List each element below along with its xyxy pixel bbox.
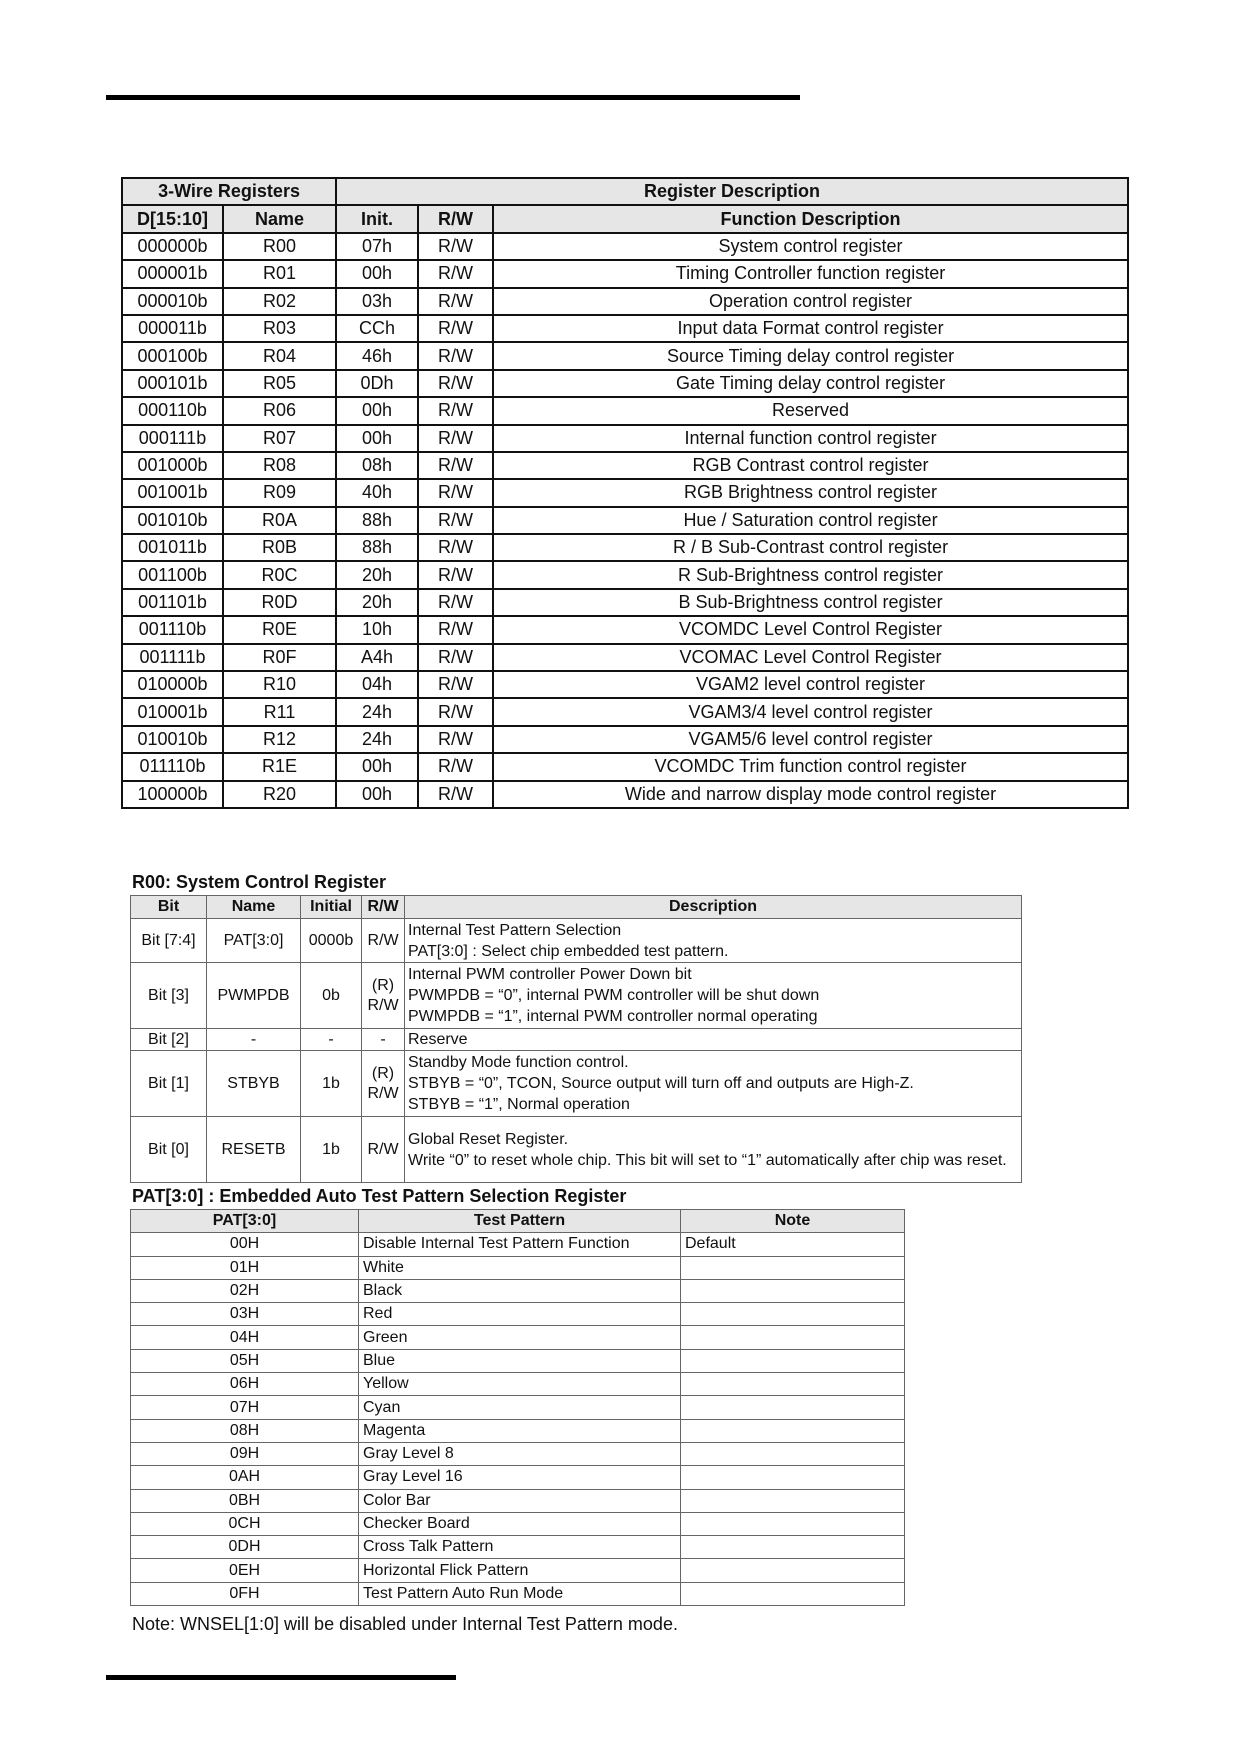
pat-code-cell: 02H (131, 1279, 359, 1302)
pat-code-cell: 0EH (131, 1559, 359, 1582)
table-cell: RGB Brightness control register (493, 479, 1128, 506)
table-cell: CCh (336, 315, 418, 342)
rw-cell (362, 1117, 405, 1183)
registers-table (121, 177, 1129, 809)
table-cell: R/W (418, 781, 493, 808)
note-cell (681, 1466, 905, 1489)
table-cell: 20h (336, 589, 418, 616)
pat-caption: PAT[3:0] : Embedded Auto Test Pattern Selection Register (132, 1186, 627, 1206)
note-cell (681, 1442, 905, 1465)
table-row (122, 644, 1128, 671)
table-cell: 00h (336, 753, 418, 780)
table-cell: 100000b (122, 781, 223, 808)
test-pattern-cell: Disable Internal Test Pattern Function (359, 1233, 681, 1256)
name-cell: - (207, 1029, 301, 1051)
description-line: PWMPDB = “0”, internal PWM controller will be shut down (408, 987, 820, 1004)
table-cell: 00h (336, 781, 418, 808)
table-row (122, 397, 1128, 424)
pat-code-cell: 0CH (131, 1512, 359, 1535)
table-row (122, 288, 1128, 315)
table-cell: 010000b (122, 671, 223, 698)
table-cell: 001110b (122, 616, 223, 643)
pat-code-cell: 00H (131, 1233, 359, 1256)
table-row (122, 589, 1128, 616)
test-pattern-cell: Red (359, 1303, 681, 1326)
table-row (131, 1559, 905, 1582)
table-cell: 000000b (122, 233, 223, 260)
initial-cell: 1b (301, 1117, 362, 1183)
table-cell: R Sub-Brightness control register (493, 561, 1128, 588)
table-cell: 001100b (122, 561, 223, 588)
column-header: Test Pattern (359, 1210, 681, 1233)
table-cell: 010010b (122, 726, 223, 753)
note-cell (681, 1419, 905, 1442)
rw-cell (362, 919, 405, 963)
table-cell: R / B Sub-Contrast control register (493, 534, 1128, 561)
column-header: Note (681, 1210, 905, 1233)
column-header: Name (207, 896, 301, 919)
rw-line: R/W (367, 996, 399, 1014)
table-cell: 88h (336, 507, 418, 534)
note-cell (681, 1512, 905, 1535)
table-row (131, 963, 1022, 1029)
table-cell: R/W (418, 671, 493, 698)
group-header-3wire: 3-Wire Registers (122, 178, 336, 205)
rw-line: R/W (367, 1084, 399, 1102)
table-cell: R01 (223, 260, 336, 287)
table-cell: 00h (336, 425, 418, 452)
pat-code-cell: 03H (131, 1303, 359, 1326)
table-cell: R07 (223, 425, 336, 452)
table-row (122, 534, 1128, 561)
table-cell: 46h (336, 342, 418, 369)
table-cell: R02 (223, 288, 336, 315)
table-cell: Gate Timing delay control register (493, 370, 1128, 397)
initial-cell: 0000b (301, 919, 362, 963)
table-row (131, 1582, 905, 1605)
description-line: Write “0” to reset whole chip. This bit will set to “1” automatically after chip was reset. (408, 1151, 1007, 1169)
column-header: Function Description (493, 205, 1128, 232)
description-line: Standby Mode function control. (408, 1054, 629, 1071)
table-cell: Timing Controller function register (493, 260, 1128, 287)
table-cell: R0E (223, 616, 336, 643)
table-row (122, 260, 1128, 287)
description-line: STBYB = “1”, Normal operation (408, 1096, 630, 1113)
note-cell (681, 1559, 905, 1582)
initial-cell: 1b (301, 1051, 362, 1117)
test-pattern-cell: Color Bar (359, 1489, 681, 1512)
table-row (122, 452, 1128, 479)
description-cell (405, 1117, 1022, 1183)
rw-cell (362, 1051, 405, 1117)
table-cell: 24h (336, 726, 418, 753)
table-cell: Input data Format control register (493, 315, 1128, 342)
initial-cell: 0b (301, 963, 362, 1029)
rw-cell (362, 963, 405, 1029)
table-row (131, 1303, 905, 1326)
pat-code-cell: 0BH (131, 1489, 359, 1512)
description-line: Internal Test Pattern Selection (408, 921, 622, 939)
table-cell: R0F (223, 644, 336, 671)
pat-code-cell: 07H (131, 1396, 359, 1419)
table-cell: R0C (223, 561, 336, 588)
table-cell: 001010b (122, 507, 223, 534)
table-cell: 10h (336, 616, 418, 643)
table-cell: R12 (223, 726, 336, 753)
table-cell: 001101b (122, 589, 223, 616)
pat-table (130, 1209, 905, 1606)
table-cell: 24h (336, 698, 418, 725)
table-cell: R09 (223, 479, 336, 506)
table-row (122, 425, 1128, 452)
test-pattern-cell: Black (359, 1279, 681, 1302)
pat-code-cell: 0FH (131, 1582, 359, 1605)
table-row (131, 1117, 1022, 1183)
table-cell: Source Timing delay control register (493, 342, 1128, 369)
table-row (122, 561, 1128, 588)
description-cell (405, 919, 1022, 963)
test-pattern-cell: Green (359, 1326, 681, 1349)
rw-line: R/W (367, 931, 399, 949)
table-cell: B Sub-Brightness control register (493, 589, 1128, 616)
table-cell: R/W (418, 644, 493, 671)
bit-cell: Bit [0] (131, 1117, 207, 1183)
column-header: Initial (301, 896, 362, 919)
table-cell: 000101b (122, 370, 223, 397)
table-cell: 40h (336, 479, 418, 506)
pat-code-cell: 0DH (131, 1536, 359, 1559)
table-cell: Operation control register (493, 288, 1128, 315)
column-header: Description (405, 896, 1022, 919)
table-cell: VGAM3/4 level control register (493, 698, 1128, 725)
rw-cell (362, 1029, 405, 1051)
pat-code-cell: 04H (131, 1326, 359, 1349)
column-header: Init. (336, 205, 418, 232)
header-rule (106, 95, 800, 100)
bit-cell: Bit [2] (131, 1029, 207, 1051)
table-row (131, 1536, 905, 1559)
table-cell: Hue / Saturation control register (493, 507, 1128, 534)
pat-code-cell: 05H (131, 1349, 359, 1372)
table-row (131, 1373, 905, 1396)
note-cell (681, 1303, 905, 1326)
rw-line: (R) (371, 976, 395, 994)
table-cell: R/W (418, 397, 493, 424)
note-cell (681, 1396, 905, 1419)
table-row (131, 919, 1022, 963)
table-row (122, 753, 1128, 780)
description-line: STBYB = “0”, TCON, Source output will turn off and outputs are High-Z. (408, 1075, 914, 1092)
column-header: PAT[3:0] (131, 1210, 359, 1233)
table-cell: R/W (418, 726, 493, 753)
table-cell: 001011b (122, 534, 223, 561)
table-cell: R04 (223, 342, 336, 369)
table-cell: R0B (223, 534, 336, 561)
table-row (131, 1233, 905, 1256)
description-line: Internal PWM controller Power Down bit (408, 966, 692, 983)
table-row (122, 507, 1128, 534)
table-row (131, 1256, 905, 1279)
table-cell: 88h (336, 534, 418, 561)
table-cell: R00 (223, 233, 336, 260)
table-cell: 000111b (122, 425, 223, 452)
table-cell: R/W (418, 288, 493, 315)
test-pattern-cell: Blue (359, 1349, 681, 1372)
table-row (122, 698, 1128, 725)
table-cell: R0D (223, 589, 336, 616)
pat-code-cell: 01H (131, 1256, 359, 1279)
table-row (131, 1029, 1022, 1051)
table-cell: 00h (336, 260, 418, 287)
description-line: PWMPDB = “1”, internal PWM controller normal operating (408, 1008, 818, 1025)
table-cell: 011110b (122, 753, 223, 780)
table-cell: R/W (418, 534, 493, 561)
table-cell: VGAM5/6 level control register (493, 726, 1128, 753)
table-cell: VCOMAC Level Control Register (493, 644, 1128, 671)
description-cell (405, 963, 1022, 1029)
test-pattern-cell: Horizontal Flick Pattern (359, 1559, 681, 1582)
table-cell: R20 (223, 781, 336, 808)
table-cell: R/W (418, 753, 493, 780)
note-cell (681, 1489, 905, 1512)
table-cell: 04h (336, 671, 418, 698)
table-row (131, 1349, 905, 1372)
name-cell: PWMPDB (207, 963, 301, 1029)
table-cell: R/W (418, 507, 493, 534)
table-cell: 001000b (122, 452, 223, 479)
description-cell (405, 1051, 1022, 1117)
pat-code-cell: 08H (131, 1419, 359, 1442)
table-cell: 000001b (122, 260, 223, 287)
table-cell: VCOMDC Level Control Register (493, 616, 1128, 643)
table-cell: R/W (418, 589, 493, 616)
table-row (122, 616, 1128, 643)
table-cell: 001111b (122, 644, 223, 671)
bit-cell: Bit [7:4] (131, 919, 207, 963)
table-cell: R/W (418, 616, 493, 643)
table-cell: R10 (223, 671, 336, 698)
r00-caption: R00: System Control Register (132, 872, 387, 892)
test-pattern-cell: Cyan (359, 1396, 681, 1419)
test-pattern-cell: Yellow (359, 1373, 681, 1396)
test-pattern-cell: Checker Board (359, 1512, 681, 1535)
note-cell: Default (681, 1233, 905, 1256)
note-cell (681, 1256, 905, 1279)
note-cell (681, 1536, 905, 1559)
table-cell: R/W (418, 479, 493, 506)
note-cell (681, 1582, 905, 1605)
table-cell: R0A (223, 507, 336, 534)
column-header: D[15:10] (122, 205, 223, 232)
table-row (131, 1419, 905, 1442)
table-row (122, 781, 1128, 808)
rw-line: - (380, 1030, 386, 1048)
description-cell (405, 1029, 1022, 1051)
table-row (131, 1396, 905, 1419)
pat-code-cell: 0AH (131, 1466, 359, 1489)
name-cell: RESETB (207, 1117, 301, 1183)
table-cell: Reserved (493, 397, 1128, 424)
rw-line: R/W (367, 1140, 399, 1158)
table-cell: 20h (336, 561, 418, 588)
initial-cell: - (301, 1029, 362, 1051)
table-cell: R/W (418, 260, 493, 287)
table-cell: Internal function control register (493, 425, 1128, 452)
table-row (131, 1512, 905, 1535)
table-row (122, 233, 1128, 260)
test-pattern-cell: Cross Talk Pattern (359, 1536, 681, 1559)
description-line: Reserve (408, 1031, 468, 1048)
test-pattern-cell: Test Pattern Auto Run Mode (359, 1582, 681, 1605)
table-cell: 08h (336, 452, 418, 479)
table-cell: R06 (223, 397, 336, 424)
table-row (131, 1326, 905, 1349)
table-cell: R03 (223, 315, 336, 342)
group-header-description: Register Description (336, 178, 1128, 205)
pat-code-cell: 06H (131, 1373, 359, 1396)
table-cell: 010001b (122, 698, 223, 725)
table-cell: VGAM2 level control register (493, 671, 1128, 698)
bit-cell: Bit [1] (131, 1051, 207, 1117)
table-cell: System control register (493, 233, 1128, 260)
table-cell: Wide and narrow display mode control register (493, 781, 1128, 808)
table-cell: R/W (418, 342, 493, 369)
table-cell: 000011b (122, 315, 223, 342)
bit-cell: Bit [3] (131, 963, 207, 1029)
table-cell: R/W (418, 698, 493, 725)
table-cell: RGB Contrast control register (493, 452, 1128, 479)
table-cell: 000010b (122, 288, 223, 315)
table-row (131, 1442, 905, 1465)
table-cell: A4h (336, 644, 418, 671)
table-row (131, 1279, 905, 1302)
table-row (122, 479, 1128, 506)
table-cell: R05 (223, 370, 336, 397)
table-cell: 000100b (122, 342, 223, 369)
test-pattern-cell: Gray Level 16 (359, 1466, 681, 1489)
note-cell (681, 1373, 905, 1396)
table-cell: R/W (418, 315, 493, 342)
footnote: Note: WNSEL[1:0] will be disabled under Internal Test Pattern mode. (132, 1614, 678, 1634)
table-cell: R1E (223, 753, 336, 780)
table-cell: R08 (223, 452, 336, 479)
test-pattern-cell: White (359, 1256, 681, 1279)
name-cell: PAT[3:0] (207, 919, 301, 963)
table-cell: R11 (223, 698, 336, 725)
note-cell (681, 1326, 905, 1349)
table-row (122, 671, 1128, 698)
column-header: R/W (418, 205, 493, 232)
table-cell: R/W (418, 425, 493, 452)
rw-line: (R) (371, 1064, 395, 1082)
table-cell: 07h (336, 233, 418, 260)
table-cell: 00h (336, 397, 418, 424)
test-pattern-cell: Gray Level 8 (359, 1442, 681, 1465)
table-cell: R/W (418, 233, 493, 260)
description-line: Global Reset Register. (408, 1130, 569, 1148)
table-cell: R/W (418, 561, 493, 588)
table-row (131, 1051, 1022, 1117)
table-cell: R/W (418, 452, 493, 479)
table-cell: 000110b (122, 397, 223, 424)
test-pattern-cell: Magenta (359, 1419, 681, 1442)
table-cell: 0Dh (336, 370, 418, 397)
table-cell: R/W (418, 370, 493, 397)
name-cell: STBYB (207, 1051, 301, 1117)
table-row (122, 315, 1128, 342)
r00-table (130, 895, 1022, 1183)
table-row (122, 342, 1128, 369)
column-header: Bit (131, 896, 207, 919)
pat-code-cell: 09H (131, 1442, 359, 1465)
footer-rule (106, 1675, 456, 1680)
table-row (122, 370, 1128, 397)
table-row (131, 1489, 905, 1512)
column-header: Name (223, 205, 336, 232)
description-line: PAT[3:0] : Select chip embedded test pattern. (408, 942, 729, 960)
column-header: R/W (362, 896, 405, 919)
table-row (122, 726, 1128, 753)
table-cell: 001001b (122, 479, 223, 506)
note-cell (681, 1349, 905, 1372)
note-cell (681, 1279, 905, 1302)
table-cell: 03h (336, 288, 418, 315)
table-row (131, 1466, 905, 1489)
table-cell: VCOMDC Trim function control register (493, 753, 1128, 780)
